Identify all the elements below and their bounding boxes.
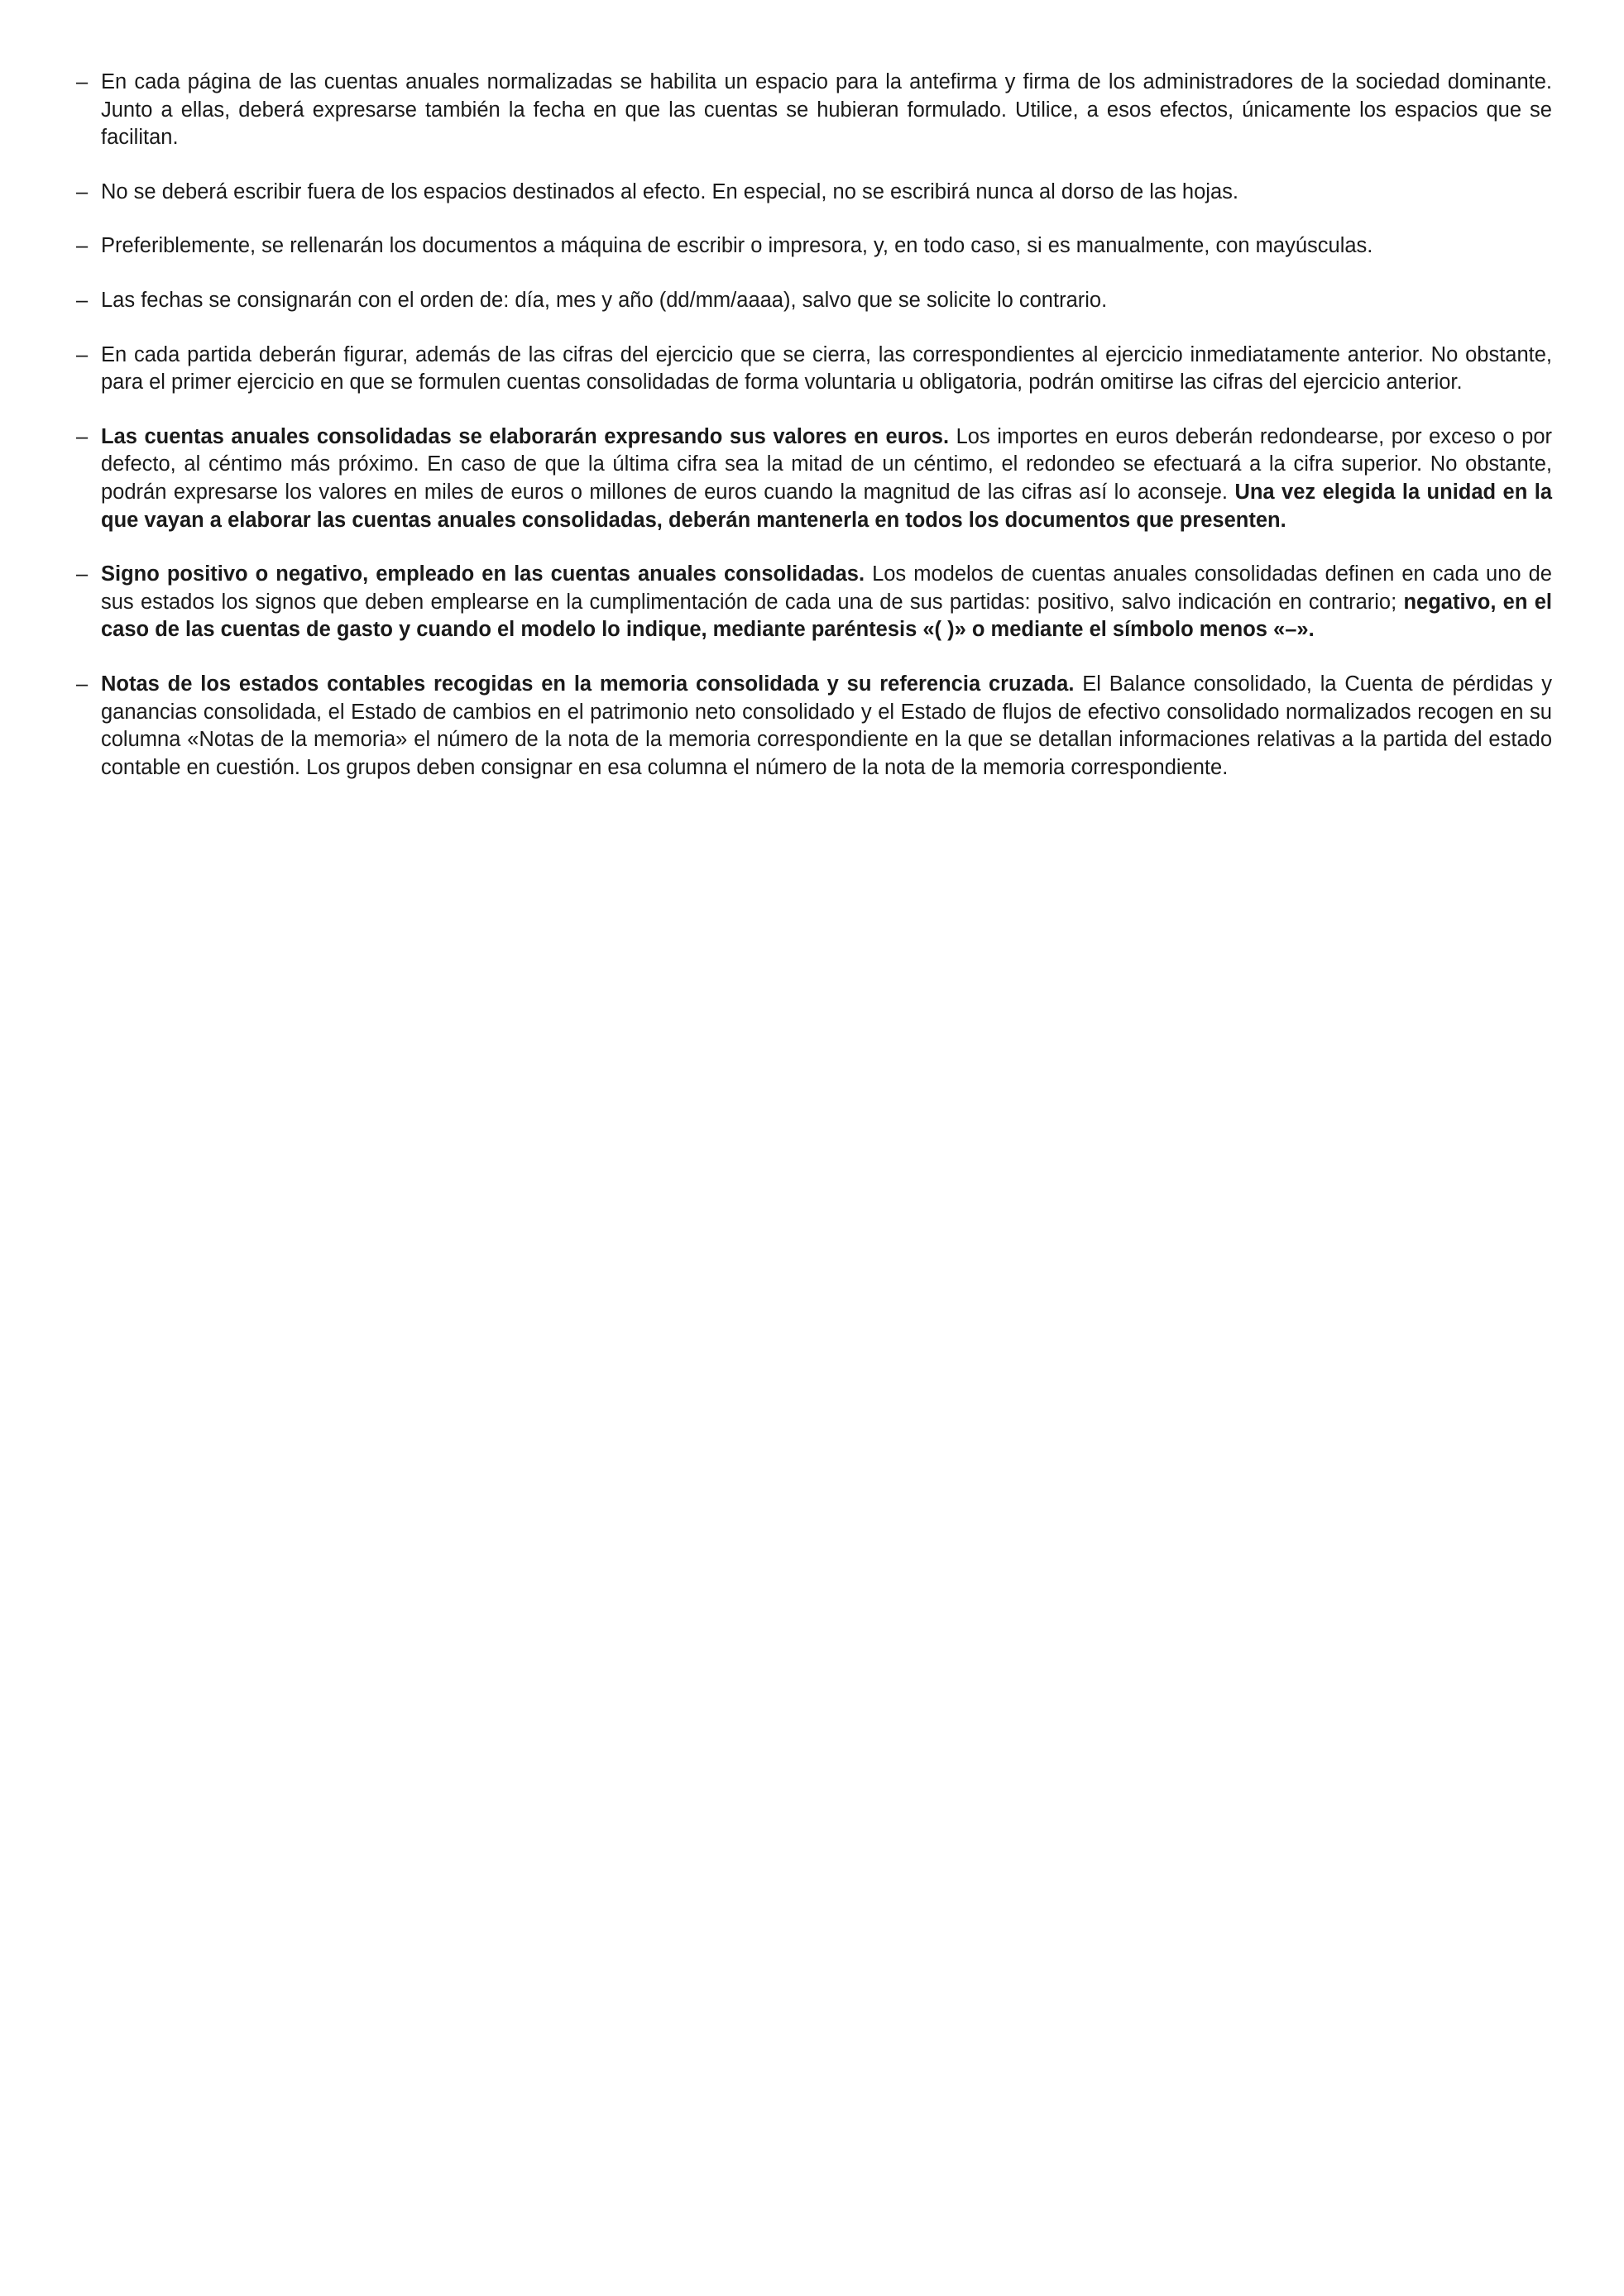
- instructions-list: [76, 69, 1552, 808]
- instruction-body: El Balance consolidado, la Cuenta de pérdidas y ganancias consolidada, el Estado de cambios en el patrimonio neto consolidado y el Estado de flujos de efectivo consolidado normalizados recogen en su columna «Notas de la memoria» el número de la nota de la memoria correspondiente en la que se detallan informaciones relativas a la partida del estado contable en cuestión. Los grupos deben consignar en esa columna el número de la nota de la memoria correspondiente.: [101, 672, 1552, 779]
- instruction-item-prior-year-figures: [76, 342, 1552, 397]
- instruction-bold-heading: Signo positivo o negativo, empleado en las cuentas anuales consolidadas.: [101, 562, 865, 586]
- instruction-item-notes-reference: [76, 671, 1552, 782]
- instruction-bold-note: negativo, en el caso de las cuentas de gasto y cuando el modelo lo indique, mediante paréntesis «( )» o mediante el símbolo menos «–».: [101, 590, 1552, 642]
- instruction-item-sign-convention: [76, 561, 1552, 644]
- instruction-bold-heading: Notas de los estados contables recogidas en la memoria consolidada y su referencia cruzada.: [101, 672, 1075, 696]
- instruction-item-typing: [76, 232, 1552, 261]
- instruction-body: Los importes en euros deberán redondearse, por exceso o por defecto, al céntimo más próximo. En caso de que la última cifra sea la mitad de un céntimo, el redondeo se efectuará a la cifra superior. No obstante, podrán expresarse los valores en miles de euros o millones de euros cuando la magnitud de las cifras así lo aconseje.: [101, 424, 1553, 504]
- bullet-dash: –: [76, 562, 89, 586]
- instruction-text: No se deberá escribir fuera de los espacios destinados al efecto. En especial, no se escribirá nunca al dorso de las hojas.: [101, 179, 1238, 203]
- bullet-dash: –: [76, 424, 89, 448]
- instruction-body: Los modelos de cuentas anuales consolidadas definen en cada uno de sus estados los signos que deben emplearse en la cumplimentación de cada una de sus partidas: positivo, salvo indicación en contrario;: [101, 562, 1552, 614]
- bullet-dash: –: [76, 179, 89, 203]
- bullet-dash: –: [76, 234, 89, 258]
- instruction-text: En cada partida deberán figurar, además de las cifras del ejercicio que se cierra, las correspondientes al ejercicio inmediatamente anterior. No obstante, para el primer ejercicio en que se formulen cuentas consolidadas de forma voluntaria u obligatoria, podrán omitirse las cifras del ejercicio anterior.: [101, 342, 1552, 395]
- instruction-item-signature-space: [76, 69, 1552, 152]
- bullet-dash: –: [76, 70, 89, 93]
- instruction-item-writing-space: [76, 179, 1552, 207]
- instruction-text: En cada página de las cuentas anuales normalizadas se habilita un espacio para la antefirma y firma de los administradores de la sociedad dominante. Junto a ellas, deberá expresarse también la fecha en que las cuentas se hubieran formulado. Utilice, a esos efectos, únicamente los espacios que se facilitan.: [101, 70, 1552, 150]
- instruction-bold-note: Una vez elegida la unidad en la que vayan a elaborar las cuentas anuales consolidadas, deberán mantenerla en todos los documentos que presenten.: [101, 480, 1552, 532]
- instruction-text: [101, 425, 1552, 532]
- bullet-dash: –: [76, 342, 89, 366]
- bullet-dash: –: [76, 288, 89, 312]
- instruction-item-date-format: [76, 287, 1552, 315]
- instruction-text: Preferiblemente, se rellenarán los documentos a máquina de escribir o impresora, y, en todo caso, si es manualmente, con mayúsculas.: [101, 234, 1373, 258]
- instruction-text: [101, 562, 1552, 641]
- instruction-bold-heading: Las cuentas anuales consolidadas se elaborarán expresando sus valores en euros.: [101, 424, 950, 448]
- instruction-item-currency: [76, 423, 1552, 534]
- instruction-text: Las fechas se consignarán con el orden de: día, mes y año (dd/mm/aaaa), salvo que se solicite lo contrario.: [101, 288, 1108, 312]
- instruction-text: [101, 672, 1552, 779]
- bullet-dash: –: [76, 672, 89, 696]
